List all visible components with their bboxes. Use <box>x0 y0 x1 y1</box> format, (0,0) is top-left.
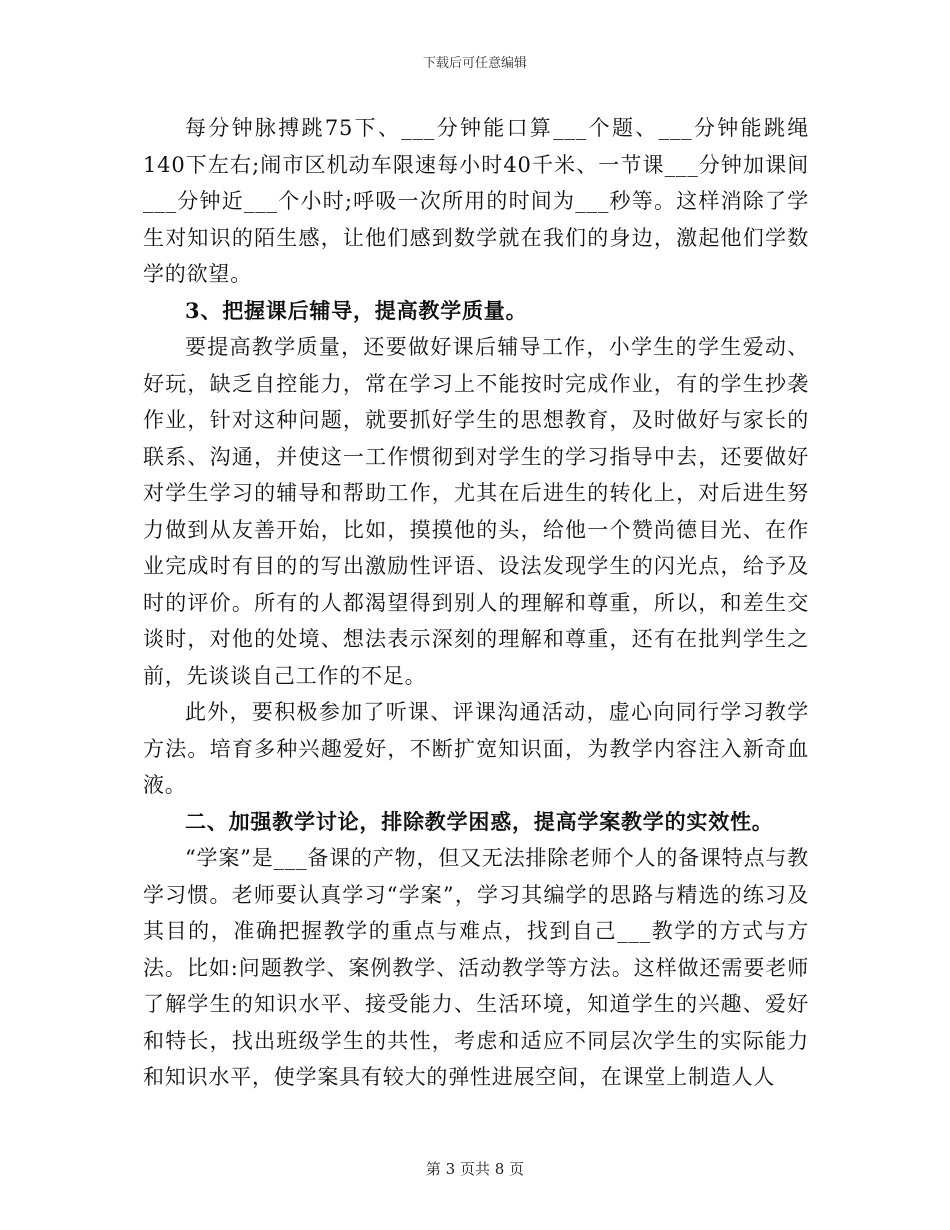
section-heading-3: 3、把握课后辅导，提高教学质量。 <box>185 297 528 323</box>
paragraph-2: 要提高教学质量，还要做好课后辅导工作，小学生的学生爱动、好玩，缺乏自控能力，常在学习上不能按时完成作业，有的学生抄袭作业，针对这种问题，就要抓好学生的思想教育，及时做好与家长的联系、沟通，并使这一工作惯彻到对学生的学习指导中去，还要做好对学生学习的辅导和帮助工作，尤其在后进生的转化上，对后进生努力做到从友善开始，比如，摸摸他的头，给他一个赞尚德目光、在作业完成时有目的的写出激励性评语、设法发现学生的闪光点，给予及时的评价。所有的人都渴望得到别人的理解和尊重，所以，和差生交谈时，对他的处境、想法表示深刻的理解和尊重，还有在批判学生之前，先谈谈自己工作的不足。 <box>143 335 809 688</box>
paragraph-1: 每分钟脉搏跳75下、___分钟能口算___个题、___分钟能跳绳140下左右;闹市区机动车限速每小时40千米、一节课___分钟加课间___分钟近___个小时;呼吸一次所用的时间为___秒等。这样消除了学生对知识的陌生感，让他们感到数学就在我们的身边，激起他们学数学的欲望。 <box>143 116 809 286</box>
paragraph-3: 此外，要积极参加了听课、评课沟通活动，虚心向同行学习教学方法。培育多种兴趣爱好，不断扩宽知识面，为教学内容注入新奇血液。 <box>143 700 809 797</box>
section-heading-2: 二、加强教学讨论，排除教学困惑，提高学案教学的实效性。 <box>185 808 774 834</box>
page-footer: 第 3 页共 8 页 <box>425 1160 525 1178</box>
paragraph-4: “学案”是___备课的产物，但又无法排除老师个人的备课特点与教学习惯。老师要认真学习“学案”，学习其编学的思路与精选的练习及其目的，准确把握教学的重点与难点，找到自己___教学的方式与方法。比如:问题教学、案例教学、活动教学等方法。这样做还需要老师了解学生的知识水平、接受能力、生活环境，知道学生的兴趣、爱好和特长，找出班级学生的共性，考虑和适应不同层次学生的实际能力和知识水平，使学案具有较大的弹性进展空间，在课堂上制造人人 <box>143 846 809 1089</box>
page-header: 下载后可任意编辑 <box>422 56 527 71</box>
document-body <box>143 110 809 1096</box>
